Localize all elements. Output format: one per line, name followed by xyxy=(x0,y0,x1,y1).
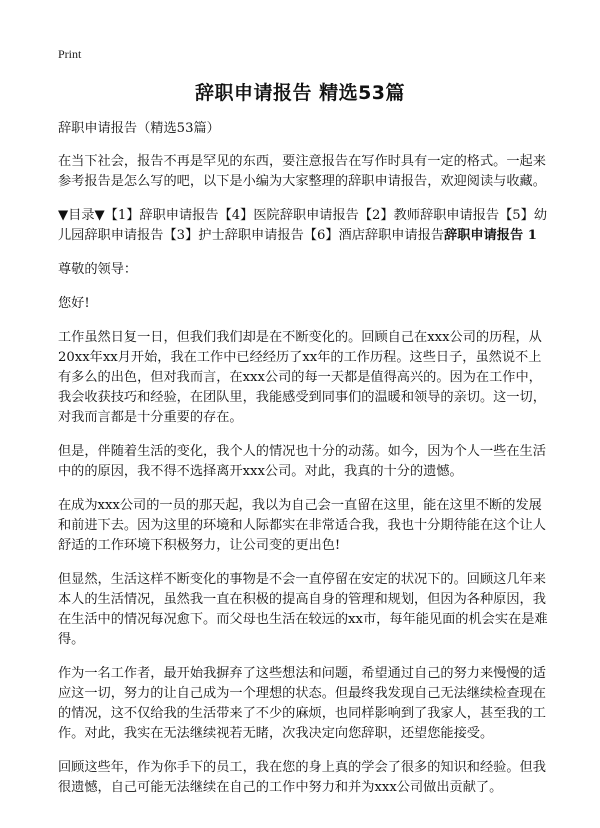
body-paragraph: 在成为xxx公司的一员的那天起，我以为自己会一直留在这里，能在这里不断的发展和前进下去。因为这里的环境和人际都实在非常适合我，我也十分期待能在这个让人舒适的工作环境下积极努力，让公司变的更出色! xyxy=(58,498,546,553)
toc-item-1[interactable]: 【1】辞职申请报告 xyxy=(104,208,219,223)
body-paragraph: 但是，伴随着生活的变化，我个人的情况也十分的动荡。如今，因为个人一些在生活中的的原因，我不得不选择离开xxx公司。对此，我真的十分的遗憾。 xyxy=(58,444,546,479)
toc-item-3[interactable]: 【3】护士辞职申请报告 xyxy=(163,228,304,243)
document-body xyxy=(58,119,552,812)
intro-paragraph: 在当下社会，报告不再是罕见的东西，要注意报告在写作时具有一定的格式。一起来参考报告是怎么写的吧，以下是小编为大家整理的辞职申请报告，欢迎阅读与收藏。 xyxy=(58,154,546,189)
print-link[interactable]: Print xyxy=(58,47,82,61)
toc-item-4[interactable]: 【4】医院辞职申请报告 xyxy=(218,208,359,223)
toc-prefix: ▼目录▼ xyxy=(58,208,105,223)
body-paragraph: 工作虽然日复一日，但我们我们却是在不断变化的。回顾自己在xxx公司的历程，从20xx年xx月开始，我在工作中已经经历了xx年的工作历程。这些日子，虽然说不上有多么的出色，但对我而言，在xxx公司的每一天都是值得高兴的。因为在工作中，我会收获技巧和经验，在团队里，我能感受到同事们的温暖和领导的亲切。这一切，对我而言都是十分重要的存在。 xyxy=(58,330,546,425)
toc-item-5[interactable]: 【5】幼儿园辞职申请报告 xyxy=(58,208,548,243)
body-paragraph: 作为一名工作者，最开始我摒弃了这些想法和问题，希望通过自己的努力来慢慢的适应这一切，努力的让自己成为一个理想的状态。但最终我发现自己无法继续检查现在的情况，这不仅给我的生活带来了不少的麻烦，也同样影响到了我家人，甚至我的工作。对此，我实在无法继续视若无睹，次我决定向您辞职，还望您能接受。 xyxy=(58,666,546,741)
salutation: 尊敬的领导： xyxy=(58,262,138,277)
toc-item-6[interactable]: 【6】酒店辞职申请报告 xyxy=(303,228,445,243)
toc-item-2[interactable]: 【2】教师辞职申请报告 xyxy=(358,208,500,223)
page-title: 辞职申请报告 精选53篇 xyxy=(194,82,406,104)
document-subtitle: 辞职申请报告（精选53篇） xyxy=(58,121,220,136)
section-heading: 辞职申请报告 1 xyxy=(444,228,537,243)
table-of-contents xyxy=(58,206,552,246)
body-paragraph: 但显然，生活这样不断变化的事物是不会一直停留在安定的状况下的。回顾这几年来本人的生活情况，虽然我一直在积极的提高自身的管理和规划，但因为各种原因，我在生活中的情况每况愈下。而父母也生活在较远的xx市，每年能见面的机会实在是难得。 xyxy=(58,572,548,647)
body-paragraph: 回顾这些年，作为你手下的员工，我在您的身上真的学会了很多的知识和经验。但我很遗憾，自己可能无法继续在自己的工作中努力和并为xxx公司做出贡献了。 xyxy=(58,760,546,795)
greeting: 您好! xyxy=(58,296,90,311)
